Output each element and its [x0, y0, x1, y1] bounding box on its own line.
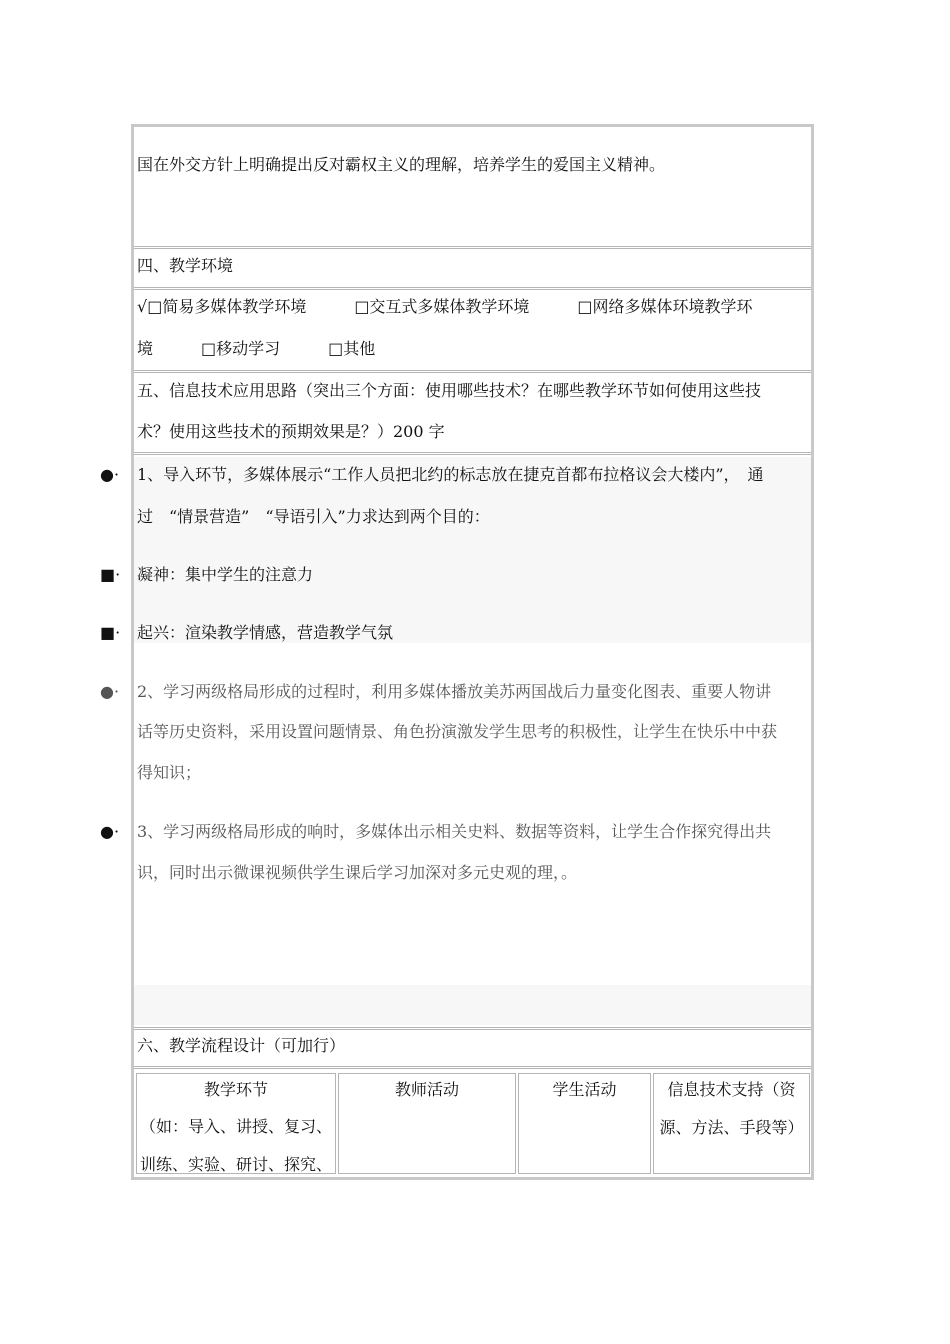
list-item-text: 1、导入环节，多媒体展示“工作人员把北约的标志放在捷克首都布拉格议会大楼内”， 通 [137, 465, 764, 484]
divider [134, 1027, 811, 1030]
section5-title-line2: 术？使用这些技术的预期效果是？）200 字 [137, 422, 445, 441]
list-item-text: 凝神：集中学生的注意力 [137, 565, 314, 584]
bullet-dot-icon: ●· [100, 822, 120, 841]
section6-title: 六、教学流程设计（可加行） [137, 1036, 346, 1055]
header-cell-it-support [653, 1073, 810, 1174]
section3-text: 国在外交方针上明确提出反对霸权主义的理解，培养学生的爱国主义精神。 [137, 155, 666, 174]
list-item-text: 2、学习两级格局形成的过程时，利用多媒体播放美苏两国战后力量变化图表、重要人物讲 [137, 682, 772, 701]
header-text: 训练、实验、研讨、探究、 [139, 1155, 332, 1174]
header-cell-student [518, 1073, 651, 1174]
bullet-square-icon: ■· [100, 623, 121, 642]
header-cell-stage [136, 1073, 336, 1174]
list-item-text: 话等历史资料，采用设置问题情景、角色扮演激发学生思考的积极性，让学生在快乐中中获 [137, 722, 778, 741]
divider [134, 452, 811, 455]
environment-options-row1: √□简易多媒体教学环境 □交互式多媒体教学环境 □网络多媒体环境教学环 [137, 297, 753, 316]
header-text: 学生活动 [552, 1080, 617, 1099]
divider [134, 287, 811, 290]
header-text: 教学环节 [203, 1080, 268, 1099]
list-item-text: 得知识； [137, 763, 202, 782]
header-text: 源、方法、手段等） [659, 1118, 804, 1137]
list-item-text: 起兴：渲染教学情感，营造教学气氛 [137, 623, 394, 642]
bullet-dot-icon: ●· [100, 465, 120, 484]
divider [134, 370, 811, 373]
environment-options-row2: 境 □移动学习 □其他 [137, 339, 376, 358]
list-item-text: 3、学习两级格局形成的响时，多媒体出示相关史料、数据等资料，让学生合作探究得出共 [137, 822, 772, 841]
header-text: 信息技术支持（资 [667, 1080, 796, 1099]
bullet-square-icon: ■· [100, 565, 121, 584]
section5-title-line1: 五、信息技术应用思路（突出三个方面：使用哪些技术？在哪些教学环节如何使用这些技 [137, 381, 762, 400]
divider [134, 1066, 811, 1069]
divider [134, 246, 811, 249]
shaded-band [134, 985, 811, 1025]
list-item-text: 识，同时出示微课视频供学生课后学习加深对多元史观的理，。 [137, 863, 578, 882]
section4-title: 四、教学环境 [137, 256, 234, 275]
bullet-dot-icon: ●· [100, 682, 120, 701]
header-text: （如：导入、讲授、复习、 [139, 1117, 332, 1136]
header-text: 教师活动 [394, 1080, 459, 1099]
header-cell-teacher [338, 1073, 516, 1174]
list-item-text: 过 “情景营造” “导语引入”力求达到两个目的： [137, 507, 490, 526]
